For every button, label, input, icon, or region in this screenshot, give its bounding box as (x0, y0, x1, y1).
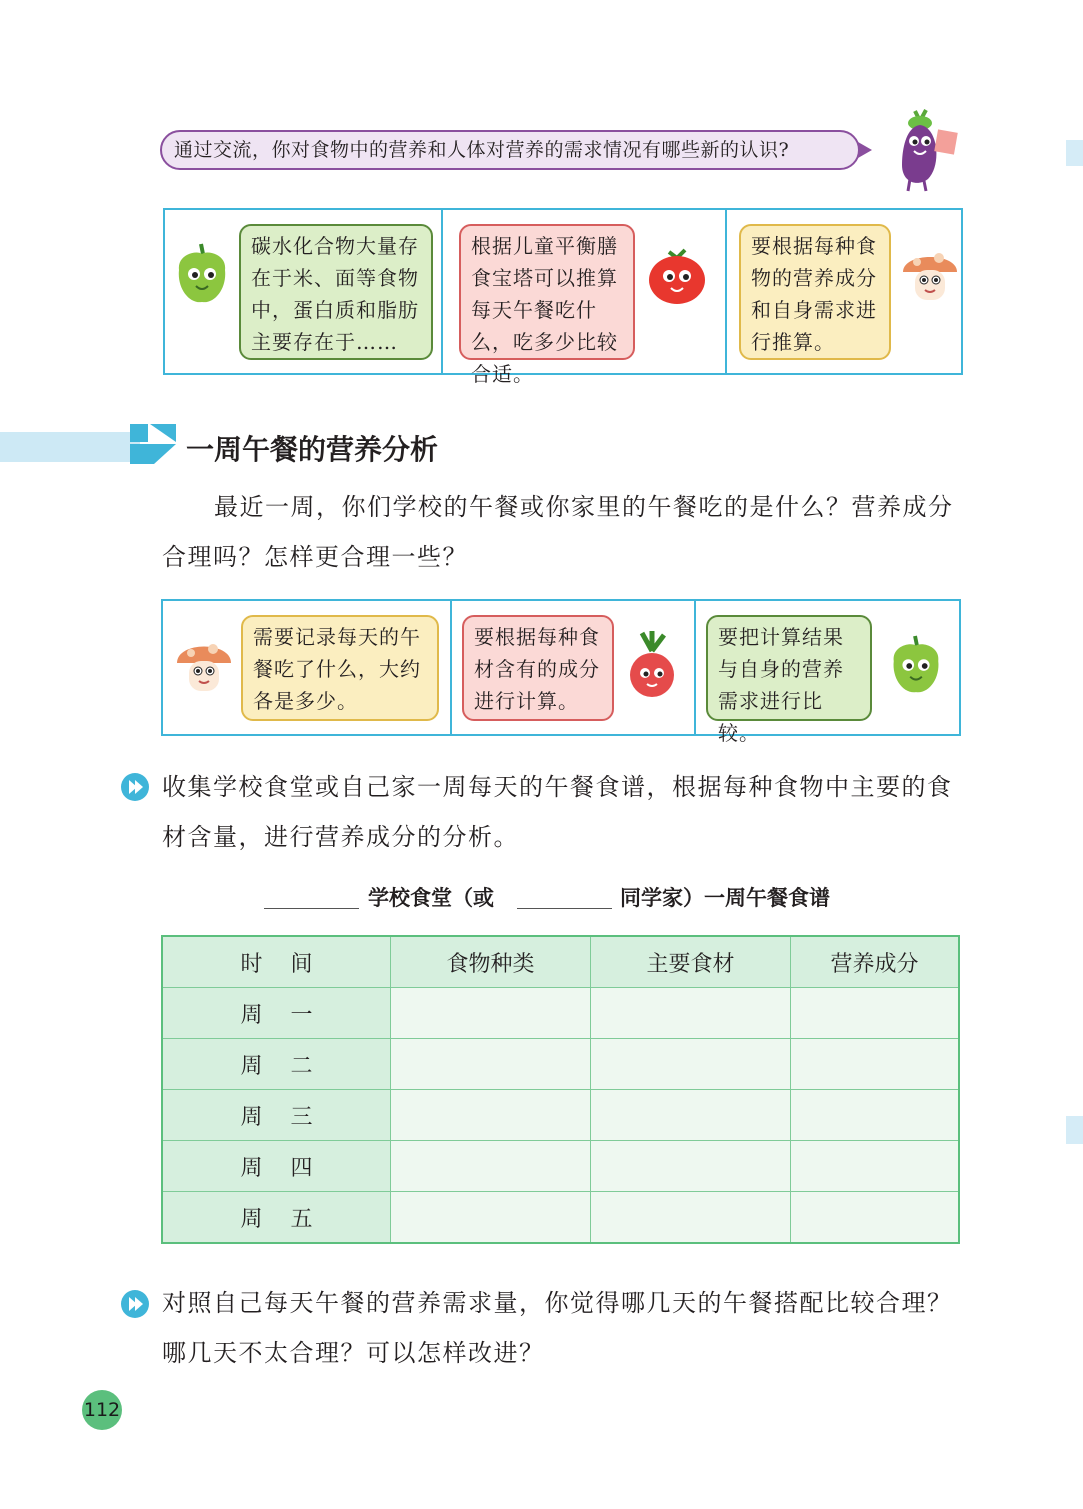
panel-calc (727, 210, 961, 373)
intro-paragraph: 最近一周，你们学校的午餐或你家里的午餐吃的是什么？营养成分合理吗？怎样更合理一些？ (162, 493, 954, 571)
side-tab-bottom (1066, 1116, 1083, 1144)
header-food-type: 食物种类 (391, 936, 591, 988)
table-row (162, 988, 959, 1039)
cell-nutrients[interactable] (791, 1090, 960, 1141)
play-bullet-icon (121, 1290, 149, 1318)
tomato-icon (643, 244, 711, 310)
bubble-compute: 要根据每种食材含有的成分进行计算。 (462, 615, 614, 721)
bubble-record: 需要记录每天的午餐吃了什么，大约各是多少。 (241, 615, 439, 721)
cell-food-type[interactable] (391, 988, 591, 1039)
task-evaluate: 对照自己每天午餐的营养需求量，你觉得哪几天的午餐搭配比较合理？哪几天不太合理？可以怎样改进？ (162, 1289, 953, 1367)
side-tab-top (1066, 140, 1083, 166)
panel-compare (696, 601, 959, 745)
pepper-icon (171, 240, 233, 310)
bubble-compare: 要把计算结果与自身的营养需求进行比较。 (706, 615, 872, 721)
cell-ingredients[interactable] (591, 1039, 791, 1090)
mid-panels (161, 599, 961, 745)
table-title-part2: 同学家）一周午餐食谱 (620, 886, 830, 910)
cell-food-type[interactable] (391, 1090, 591, 1141)
cell-nutrients[interactable] (791, 1039, 960, 1090)
cell-ingredients[interactable] (591, 1141, 791, 1192)
day-label: 周一 (162, 988, 391, 1039)
panel-compute (452, 601, 696, 734)
cell-nutrients[interactable] (791, 1141, 960, 1192)
panel-carbs (165, 210, 443, 373)
question-bubble: 通过交流，你对食物中的营养和人体对营养的需求情况有哪些新的认识? (160, 130, 860, 170)
day-label: 周五 (162, 1192, 391, 1244)
eggplant-icon (880, 105, 960, 193)
top-panels (163, 208, 963, 386)
blank-classmate (517, 908, 612, 909)
cell-nutrients[interactable] (791, 1192, 960, 1244)
day-label: 周三 (162, 1090, 391, 1141)
task-collect: 收集学校食堂或自己家一周每天的午餐食谱，根据每种食物中主要的食材含量，进行营养成分的分析。 (162, 773, 953, 851)
section-bar (0, 432, 140, 462)
table-row (162, 1090, 959, 1141)
table-row (162, 1039, 959, 1090)
table-row (162, 1141, 959, 1192)
page-number: 112 (82, 1390, 122, 1430)
cell-nutrients[interactable] (791, 988, 960, 1039)
table-row (162, 1192, 959, 1244)
table-header-row (162, 936, 959, 988)
section-marker-icon (130, 424, 176, 464)
mushroom-icon (173, 631, 235, 701)
play-bullet-icon (121, 773, 149, 801)
header-nutrients: 营养成分 (791, 936, 960, 988)
header-ingredients: 主要食材 (591, 936, 791, 988)
cell-ingredients[interactable] (591, 1192, 791, 1244)
panel-pagoda (443, 210, 727, 386)
lunch-table (161, 935, 960, 1244)
cell-ingredients[interactable] (591, 1090, 791, 1141)
cell-food-type[interactable] (391, 1039, 591, 1090)
mushroom-icon (899, 242, 961, 308)
blank-school (264, 908, 359, 909)
section-title: 一周午餐的营养分析 (186, 433, 439, 466)
day-label: 周二 (162, 1039, 391, 1090)
pepper-icon (886, 631, 946, 701)
cell-food-type[interactable] (391, 1192, 591, 1244)
header-time: 时间 (162, 936, 391, 988)
table-title-part1: 学校食堂（或 (368, 886, 494, 910)
bubble-carbs: 碳水化合物大量存在于米、面等食物中，蛋白质和脂肪主要存在于…… (239, 224, 433, 360)
bubble-pagoda: 根据儿童平衡膳食宝塔可以推算每天午餐吃什么，吃多少比较合适。 (459, 224, 635, 360)
day-label: 周四 (162, 1141, 391, 1192)
cell-food-type[interactable] (391, 1141, 591, 1192)
panel-record (163, 601, 452, 734)
radish-icon (622, 629, 682, 705)
bubble-calc: 要根据每种食物的营养成分和自身需求进行推算。 (739, 224, 891, 360)
cell-ingredients[interactable] (591, 988, 791, 1039)
